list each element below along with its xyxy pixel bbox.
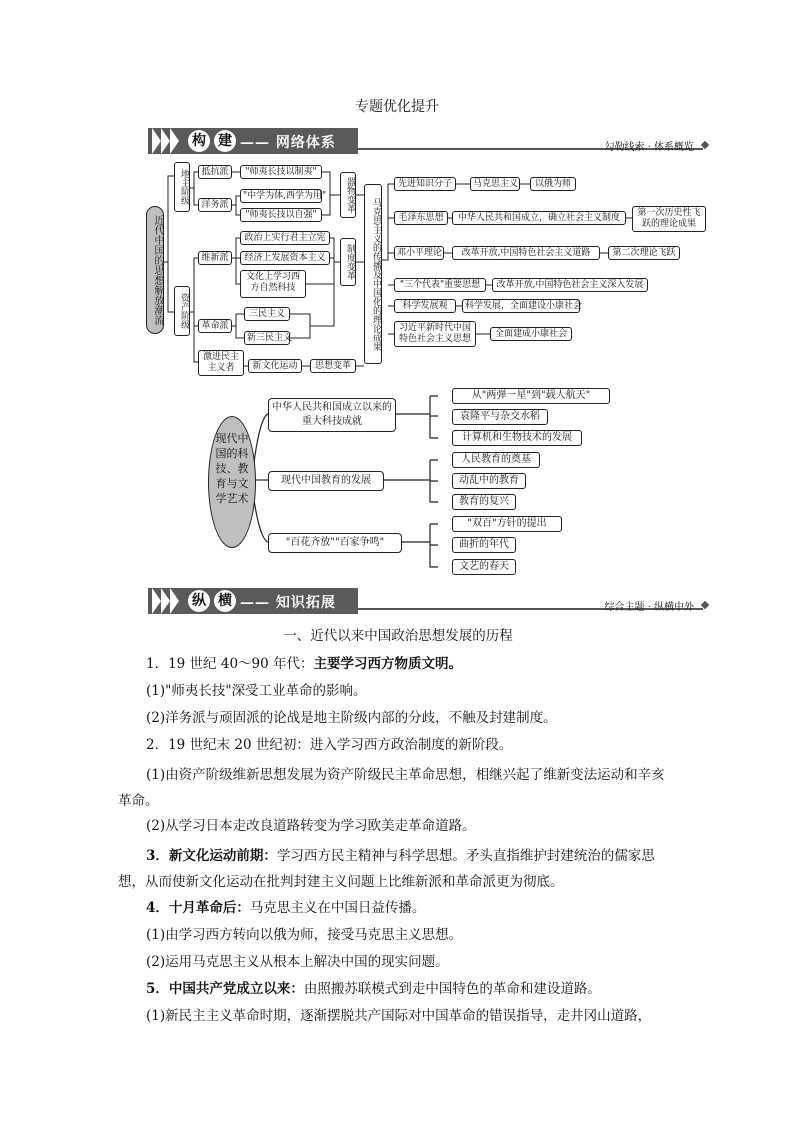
idea-box: 文化上学习西方自然科技 xyxy=(240,270,306,298)
group-revolution: 革命派 xyxy=(198,319,232,333)
right-box: 先进知识分子 xyxy=(394,177,456,191)
group-radical: 激进民主主义者 xyxy=(198,350,244,376)
paragraph-lead: 4．十月革命后： xyxy=(146,900,250,916)
group-resistance: 抵抗派 xyxy=(198,165,232,179)
right-box: 马克思主义 xyxy=(470,177,520,191)
right-box: 第二次理论飞跃 xyxy=(608,246,680,260)
paragraph: (1)由资产阶级维新思想发展为资产阶级民主革命思想，相继兴起了维新变法运动和辛亥革命。 xyxy=(118,767,665,809)
idea-box: 新三民主义 xyxy=(244,331,290,345)
marxism-box: 马克思主义的传播及中国化的理论成果 xyxy=(364,184,382,364)
banner-subtitle: —— 网络体系 xyxy=(240,135,336,151)
leaf-item: 人民教育的奠基 xyxy=(452,452,540,468)
right-box: 改革开放,中国特色社会主义深入发展 xyxy=(492,278,648,292)
paragraph-rest: 学习西方民主精神与科学思想。矛头直指维护封建统治的儒家思想，从而使新文化运动在批判封建主义问题上比维新派和革命派更为彻底。 xyxy=(118,848,655,890)
banner-glyph: 建 xyxy=(214,130,236,152)
class-bourgeois: 资产阶级 xyxy=(174,286,190,336)
idea-box: 经济上发展资本主义 xyxy=(240,251,330,265)
diagram2-root-label: 现代中国的科技、教育与文学艺术 xyxy=(215,432,249,505)
idea-box: 政治上实行君主立宪 xyxy=(240,231,330,245)
paragraph-rest: 马克思主义在中国日益传播。 xyxy=(249,900,426,916)
right-box: 改革开放,中国特色社会主义道路 xyxy=(452,246,600,260)
idea-box: 三民主义 xyxy=(244,307,290,321)
idea-box: "师夷长技以自强" xyxy=(240,208,322,222)
paragraph xyxy=(118,654,678,674)
leaf-item: "双百"方针的提出 xyxy=(452,516,562,532)
paragraph-lead: 5．中国共产党成立以来： xyxy=(146,981,304,997)
paragraph-rest: 由照搬苏联模式到走中国特色的革命和建设道路。 xyxy=(303,981,601,997)
branch-literature: "百花齐放""百家争鸣" xyxy=(268,533,402,553)
right-box: 全面建成小康社会 xyxy=(490,327,572,341)
paragraph xyxy=(118,898,678,918)
chevron-icon xyxy=(152,588,161,614)
change-material: 器物变革 xyxy=(340,172,356,218)
diagram1-root: 近代中国的思想解放潮流 xyxy=(146,206,164,334)
section-heading: 一、近代以来中国政治思想发展的历程 xyxy=(283,628,513,644)
chevron-icon xyxy=(161,588,170,614)
banner-right-text: 综合主题 · 纵横中外 xyxy=(604,602,694,613)
paragraph: (1)新民主主义革命时期，逐渐摆脱共产国际对中国革命的错误指导，走井冈山道路， xyxy=(146,1008,652,1024)
leaf-item: 袁隆平与杂交水稻 xyxy=(452,409,548,425)
idea-box: "师夷长技以制夷" xyxy=(240,165,322,179)
banner-subtitle: —— 知识拓展 xyxy=(240,595,336,611)
paragraph: 2．19 世纪末 20 世纪初：进入学习西方政治制度的新阶段。 xyxy=(146,737,513,753)
right-box: 习近平新时代中国特色社会主义思想 xyxy=(394,321,476,347)
change-institution: 制度变革 xyxy=(340,238,356,286)
leaf-item: 从"两弹一星"到"载人航天" xyxy=(452,388,610,404)
group-westernization: 洋务派 xyxy=(198,198,232,212)
group-reform: 维新派 xyxy=(198,251,232,265)
diagram2-root xyxy=(208,416,256,548)
leaf-item: 计算机和生物技术的发展 xyxy=(452,430,582,446)
paragraph-lead: 1．19 世纪 40～90 年代： xyxy=(146,656,314,672)
leaf-item: 教育的复兴 xyxy=(452,494,516,510)
page-title: 专题优化提升 xyxy=(355,99,439,115)
banner-glyph: 纵 xyxy=(188,590,210,612)
paragraph xyxy=(118,979,678,999)
paragraph xyxy=(118,843,678,895)
paragraph: (2)洋务派与顽固派的论战是地主阶级内部的分歧，不触及封建制度。 xyxy=(146,710,557,726)
right-box: 邓小平理论 xyxy=(394,246,444,260)
idea-box: "中学为体,西学为用" xyxy=(240,189,322,203)
banner-glyph: 横 xyxy=(214,590,236,612)
right-box: 第一次历史性飞跃的理论成果 xyxy=(632,206,706,232)
leaf-item: 动乱中的教育 xyxy=(452,473,526,489)
right-box: 科学发展，全面建设小康社会 xyxy=(462,299,580,313)
idea-box: 思想变革 xyxy=(310,359,356,373)
paragraph: (2)运用马克思主义从根本上解决中国的现实问题。 xyxy=(146,954,449,970)
paragraph-lead: 3．新文化运动前期： xyxy=(146,848,277,864)
banner-glyph: 构 xyxy=(188,130,210,152)
leaf-item: 曲折的年代 xyxy=(452,537,516,553)
right-box: "三个代表"重要思想 xyxy=(394,278,486,292)
paragraph-bold: 主要学习西方物质文明。 xyxy=(313,656,462,672)
right-box: 以俄为师 xyxy=(530,177,576,191)
branch-education: 现代中国教育的发展 xyxy=(268,471,384,491)
right-box: 中华人民共和国成立，确立社会主义制度 xyxy=(452,211,626,225)
right-box: 毛泽东思想 xyxy=(394,211,448,225)
branch-science: 中华人民共和国成立以来的重大科技成就 xyxy=(268,398,396,432)
chevron-icon xyxy=(170,588,179,614)
paragraph: (2)从学习日本走改良道路转变为学习欧美走革命道路。 xyxy=(146,818,476,834)
right-box: 科学发展观 xyxy=(394,299,456,313)
leaf-item: 文艺的春天 xyxy=(452,559,516,575)
section-banner-expand xyxy=(148,588,708,614)
paragraph: (1)由学习西方转向以俄为师，接受马克思主义思想。 xyxy=(146,927,463,943)
class-landlord: 地主阶级 xyxy=(174,162,190,212)
paragraph: (1)"师夷长技"深受工业革命的影响。 xyxy=(146,683,367,699)
banner-right-text: 勾勒线索 · 体系概览 xyxy=(604,142,694,153)
idea-box: 新文化运动 xyxy=(248,359,302,373)
